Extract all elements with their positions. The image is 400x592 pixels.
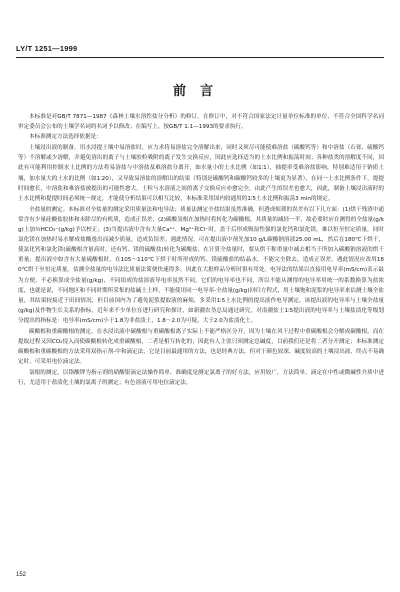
standard-code: LY/T 1251—1999	[16, 44, 78, 53]
paragraph-intro: 本标准是对GB/T 7871—1987《森林土壤水溶性盐分分析》的修订。在修订中，对不符合国家法定计量单位标准的单位、不符合全国科学名词审定委员会公布的土壤学名词的名词予以修改；在编写上，按GB/T 1.1—1993的要求执行。	[18, 114, 384, 131]
paragraph-carbonate: 碳酸根和重碳酸根的测定，在水浸出液中碳酸根与重碳酸根离子实际上不能严格区分开，因为土壤在风干过程中重碳酸根会分解成碳酸根，而在提取过程又因CO₂侵入而使碳酸根转化成重碳酸根，二者是相互转化的；因此有人主张只须测定总碱度，目前我们还是将二者分开测定；本标准测定碳酸根和重碳酸根的方法采用双指示剂-中和滴定法，它是目前最通用的方法，也是经典方法，但对于颜色较深、碱度较高的土壤浸出液，终点不易确定时，可采用电位滴定法。	[18, 328, 384, 366]
paragraph-chloride: 氯根的测定，以铬酸钾为指示剂的硝酸银滴定法操作简单、准确度是测定氯离子的好方法，应用较广，方法简单，滴定在中性或微碱性介质中进行，尤适用于盐渍化土壤的氯离子的测定；有色溶液可用电位滴定法。	[18, 370, 384, 387]
paragraph-total-salt: 全盐量的测定。本标准对全盐量的测定采用质量法和电导法；质量法测定全盐结果虽然准确，但透成烦琐的误差有以下几方面：(1)烘干残渣中通常含有少量硅酸盐胶体和未除尽的有机质，造成正误差；(2)碳酸氢根在加热时将转化为碳酸根，其质量的减轻一半，故必要时应在测得的全盐量(g/kg)上加½HCO₃⁻(g/kg)予以校正；(3)当提出液中含有大量Ca²⁺、Mg²⁺和Cl⁻时，盖干后形成吸湿性强的氯化钙和氯化镁，难以恒至恒定质量，同时氯化镁在加热时易水解成盐酸逸出而减少质量，造成负误差。遇此情况，可在提出液中预先加10 g/L碳酸钠溶液25.00 mL，然后在180℃下烘干，使氯化钙和氯化镁(硫酸根含量高时，还有钙、镁的硫酸盐)转化为碳酸盐。在计算全盐量时，要从烘干称重量中减去相当于所加入碳酸钠溶液的烘干重量；提出液中如含有大量硫酸根时，在105～110℃下烘干时所形成的钙、镁硫酸盐的结晶水，不能完全除去，造成正误差，遇此情况应改用180℃烘干至恒定质量。估测全盐量的电导法比质量法简便快速得多，因此在大批样品分析时很有用处。电导法的结果以直接用电导率(mS/cm)表示最为方便，不必换算成全盐量(g/kg)，不同组成的盐溶液导电率虽然不同，它们的电导率也不同，所以不能从测得的电导率用统一的系数换算为盐浓度，也就是说，不同地区和不同时期所采集的盐碱土土样，不能使用同一电导率-全盐量(g/kg)回归方程式，用土壤饱和泥浆的电导率来估测土壤全盐量，其结果较接近于田间情况，但目前国内为了避免泥浆提取液的麻烦，多采用1∶5土水比例的提出液作电导测定，该提出液的电导率与土壤全盐量(g/kg)及作物生长关系的指标，近年来不少单位在进行研究和探讨，如新疆农垦总局通过研究，对南疆盐土1∶5提出液的电导率与土壤盐渍化等级划分提出的指标是：电导率(mS/cm)小于1.8为非盐渍土，1.8～2.0为可疑，大于2.0为盐渍化土。	[18, 206, 384, 324]
page-title: 前言	[172, 84, 227, 99]
header-rule	[16, 57, 384, 58]
paragraph-extract: 土壤浸出液的制备。用水浸提土壤中易溶盐时，应力求将易溶盐完全溶解出来，同时又须尽可能使难溶盐（碳酸钙等）和中溶盐（石膏、硫酸钙等）不溶解或少溶解，并避免溶出的离子与土壤胶粒吸附的离子发生交换反应，因此应选择适当的土水比例和振荡时间；各种盐类的溶解度不同，因此有可能利用控制水土比例的方法将易溶盐与中溶盐及难溶盐分离开，如水量小的土水比例（如1∶1），抽提率受难溶盐影响，特别难适用于钠质土壤，加水量大的土水的比例（如1∶20），又导致易溶盐的溶解出的结果（特别是碳酸钙和碳酸钙较多的土壤更为显著），在同一土水比例条件下，提提时间愈长，中溶盐和难溶盐被提出的可能性愈大，土粒与水溶液之间的离子交换反应亦愈完全，由此产生的误差也愈大，因此，制备土壤浸出液时的土水比例和提提时间必须统一规定，才能使分析结果可以相互比较，本标准采用国内较通用的1∶5土水比例和振荡3 min的规定。	[18, 145, 384, 202]
page-number: 152	[16, 572, 27, 578]
body-text	[18, 112, 384, 389]
paragraph-basis: 本标准测定方法选择依据是：	[29, 134, 102, 141]
